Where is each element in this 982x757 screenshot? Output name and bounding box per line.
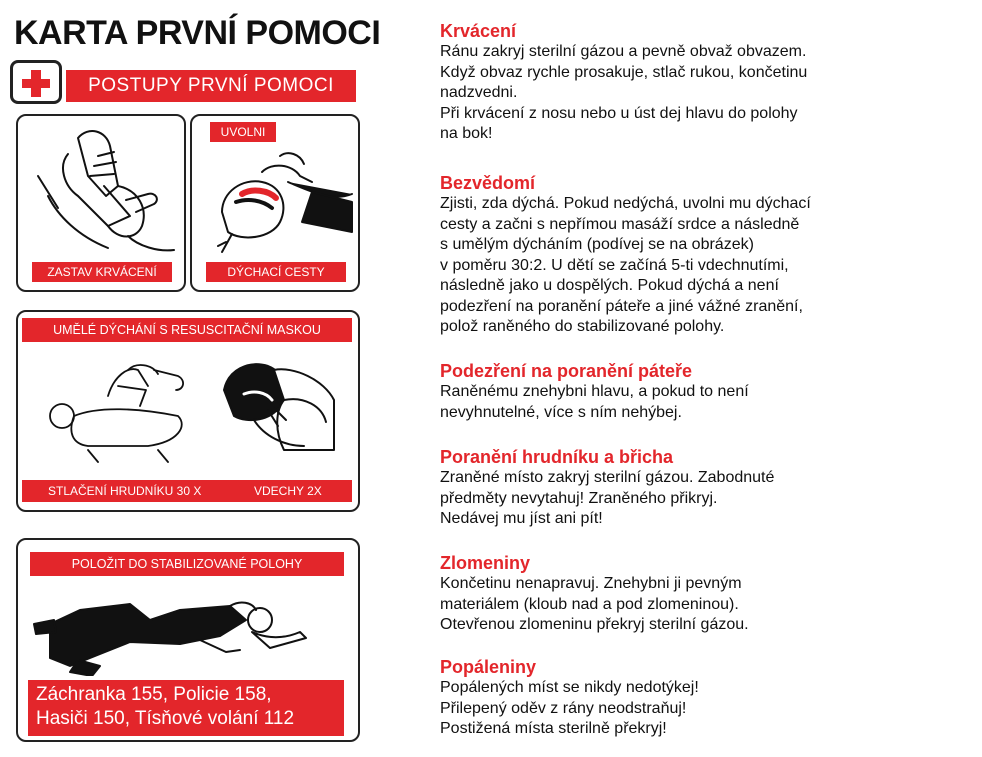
- section-line: na bok!: [440, 125, 493, 142]
- section-line: Když obvaz rychle prosakuje, stlač rukou, končetinu: [440, 63, 808, 81]
- section-line: Ránu zakryj sterilní gázou a pevně obvaž obvazem.: [440, 43, 807, 60]
- section-line: Postižená místa sterilně překryj!: [440, 720, 667, 737]
- rescue-breath-illustration: [214, 350, 344, 460]
- section-line: předměty nevytahuj! Zraněného přikryj.: [440, 489, 718, 507]
- emergency-line-2: Hasiči 150, Tísňové volání 112: [36, 708, 295, 729]
- bandaging-hands-illustration: [18, 116, 184, 266]
- page-title: KARTA PRVNÍ POMOCI: [14, 14, 381, 52]
- panel-recovery: [16, 538, 360, 742]
- section-title: Zlomeniny: [440, 553, 531, 573]
- bleeding-label: ZASTAV KRVÁCENÍ: [32, 262, 172, 282]
- section-line: Zraněné místo zakryj sterilní gázou. Zabodnuté: [440, 469, 775, 486]
- section-line: Otevřenou zlomeninu překryj sterilní gázou.: [440, 616, 749, 633]
- panel-airway: [190, 114, 360, 292]
- section-line: s umělým dýcháním (podívej se na obrázek): [440, 236, 754, 253]
- section-line: nevyhnutelné, více s ním nehýbej.: [440, 403, 682, 421]
- section-unconscious: [440, 172, 980, 338]
- recovery-title: POLOŽIT DO STABILIZOVANÉ POLOHY: [30, 552, 344, 576]
- section-line: v poměru 30:2. U dětí se začíná 5-ti vdechnutími,: [440, 256, 789, 274]
- cpr-compressions-label: STLAČENÍ HRUDNÍKU 30 X: [22, 480, 352, 502]
- airway-label: DÝCHACÍ CESTY: [206, 262, 346, 282]
- section-title: Bezvědomí: [440, 173, 536, 193]
- section-line: nadzvedni.: [440, 84, 518, 101]
- section-line: Popálených míst se nikdy nedotýkej!: [440, 679, 699, 696]
- cpr-title: UMĚLÉ DÝCHÁNÍ S RESUSCITAČNÍ MASKOU: [22, 318, 352, 342]
- section-title: Poranění hrudníku a břicha: [440, 447, 674, 467]
- panel-cpr: [16, 310, 360, 512]
- section-line: polož raněného do stabilizované polohy.: [440, 318, 725, 335]
- section-line: následně jako u dospělých. Pokud dýchá a není: [440, 277, 779, 294]
- section-title: Podezření na poranění páteře: [440, 361, 693, 381]
- head-tilt-illustration: [192, 142, 358, 262]
- subtitle-banner: POSTUPY PRVNÍ POMOCI: [66, 70, 356, 102]
- section-chest: [440, 446, 980, 530]
- first-aid-cross-icon: [10, 60, 62, 104]
- section-line: Při krvácení z nosu nebo u úst dej hlavu do polohy: [440, 104, 798, 122]
- section-fractures: [440, 552, 980, 636]
- cpr-breaths-label: VDECHY 2X: [254, 484, 322, 498]
- section-line: podezření na poranění páteře a jiné vážné zranění,: [440, 297, 803, 315]
- section-bleeding: [440, 20, 980, 145]
- airway-top-label: UVOLNI: [210, 122, 276, 142]
- section-line: cesty a začni s nepřímou masáží srdce a následně: [440, 215, 800, 233]
- section-line: Končetinu nenapravuj. Znehybni ji pevným: [440, 575, 742, 592]
- emergency-line-1: Záchranka 155, Policie 158,: [36, 684, 272, 705]
- chest-compression-illustration: [28, 346, 208, 466]
- section-spine: [440, 360, 980, 423]
- panel-bleeding: [16, 114, 186, 292]
- recovery-position-illustration: [30, 580, 330, 676]
- section-line: materiálem (kloub nad a pod zlomeninou).: [440, 595, 739, 613]
- section-title: Krvácení: [440, 21, 517, 41]
- section-burns: [440, 656, 980, 740]
- emergency-numbers: [28, 680, 344, 736]
- section-line: Nedávej mu jíst ani pít!: [440, 510, 603, 527]
- section-line: Zjisti, zda dýchá. Pokud nedýchá, uvolni mu dýchací: [440, 195, 811, 212]
- section-line: Raněnému znehybni hlavu, a pokud to není: [440, 383, 749, 400]
- section-line: Přilepený oděv z rány neodstraňuj!: [440, 699, 687, 717]
- section-title: Popáleniny: [440, 657, 537, 677]
